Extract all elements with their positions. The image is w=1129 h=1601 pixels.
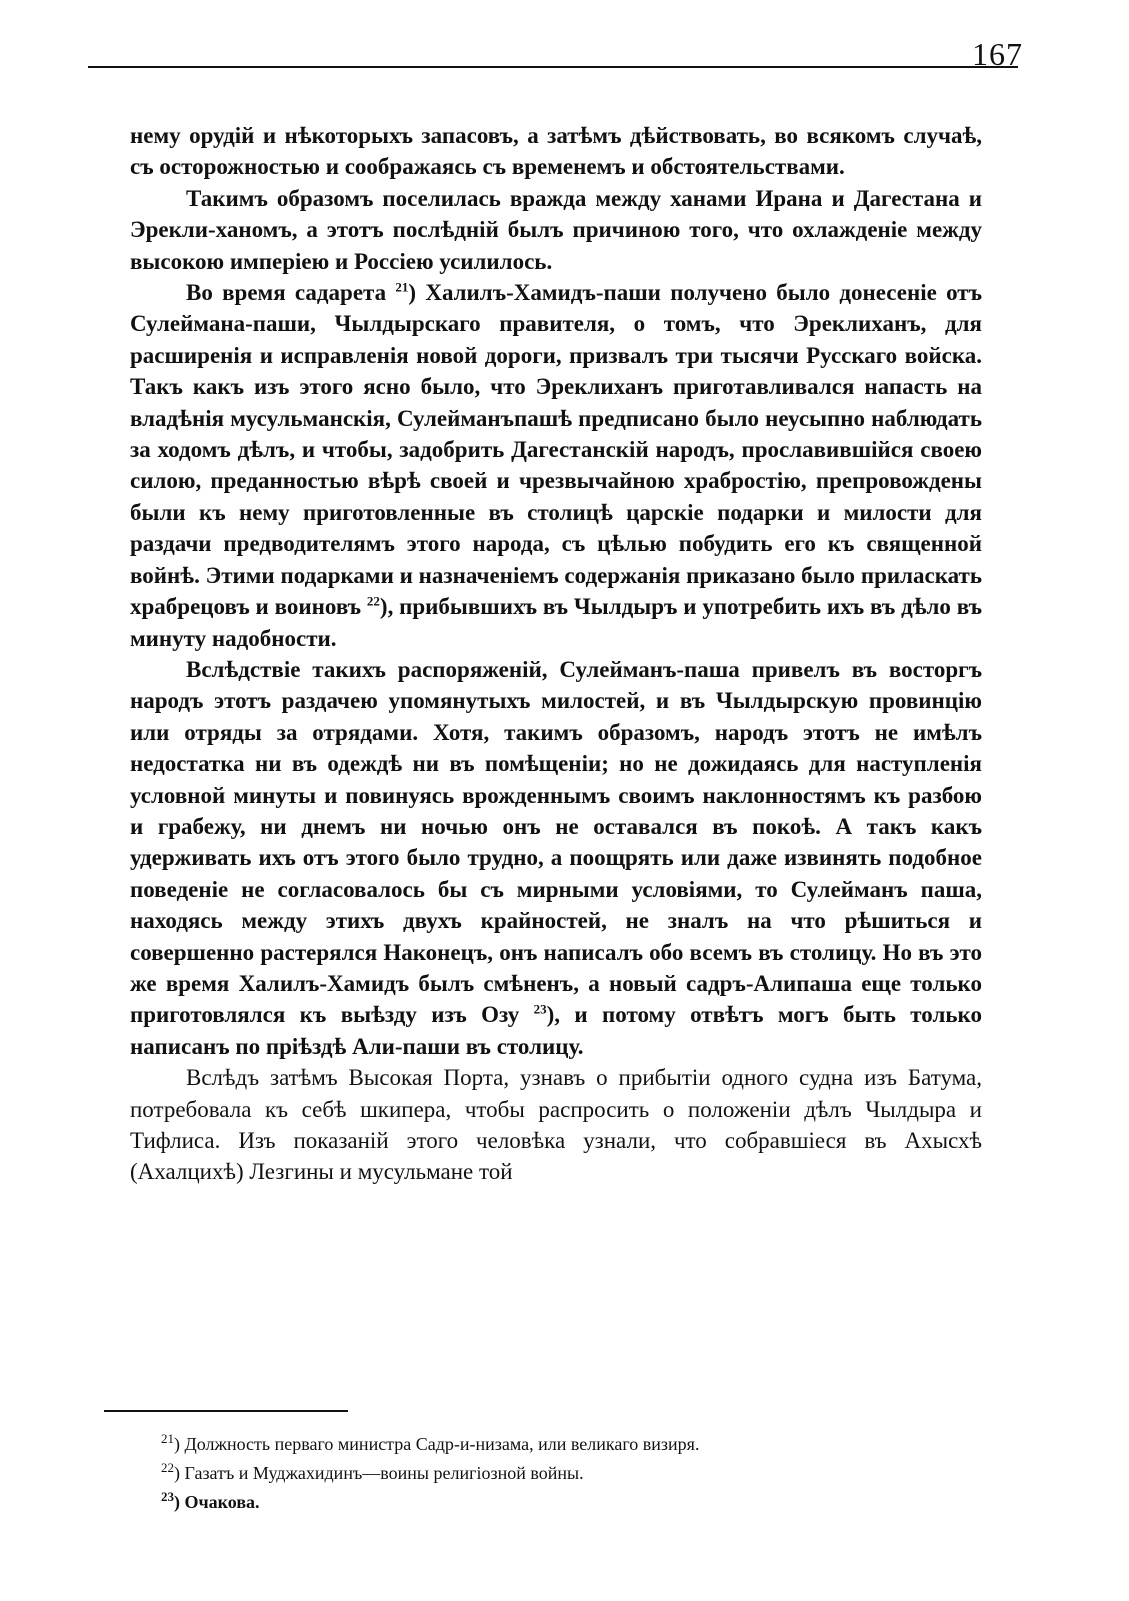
paragraph-text: Вслѣдъ затѣмъ Высокая Порта, узнавъ о прибытіи одного судна изъ Батума, потребовала къ себѣ шкипера, чтобы распросить о положеніи дѣлъ Чылдыра и Тифлиса. Изъ показаній этого человѣка узнали, что собравшіеся въ Ахысхѣ (Ахалцихѣ) Лезгины и мусульмане той [130, 1065, 982, 1185]
footnote-mark: 22 [161, 1460, 174, 1475]
footnote-ref-22: 22 [366, 593, 380, 609]
paragraph-text: ), и потому отвѣтъ могъ быть только написанъ по пріѣздѣ Али-паши въ столицу. [130, 1002, 982, 1059]
paragraph-2 [130, 183, 982, 277]
footnote-21 [161, 1430, 981, 1459]
paragraph-text: ) Халилъ-Хамидъ-паши получено было донесеніе отъ Сулеймана-паши, Чылдырскаго правителя, о томъ, что Эреклиханъ, для расширенія и исправленія новой дороги, призвалъ три тысячи Русскаго войска. Такъ какъ изъ этого ясно было, что Эреклиханъ приготавливался напасть на владѣнія мусульманскія, Сулейманъпашѣ предписано было неусыпно наблюдать за ходомъ дѣлъ, и чтобы, задобрить Дагестанскій народъ, прославившійся своею силою, преданностью вѣрѣ своей и чрезвычайною храбростію, препровождены были къ нему приготовленные въ столицѣ царскіе подарки и милости для раздачи предводителямъ этого народа, съ цѣлью побудить его къ священной войнѣ. Этими подарками и назначеніемъ содержанія приказано было приласкать храбрецовъ и воиновъ [130, 280, 982, 620]
footnote-ref-23: 23 [533, 1001, 547, 1017]
footnote-rule [104, 1410, 348, 1412]
paragraph-text: Во время садарета [186, 280, 396, 306]
footnotes [161, 1430, 981, 1517]
paragraph-text: нему орудій и нѣкоторыхъ запасовъ, а затѣмъ дѣйствовать, во всякомъ случаѣ, съ осторожностью и соображаясь съ временемъ и обстоятельствами. [130, 123, 982, 180]
paragraph-1 [130, 120, 982, 183]
paragraph-3 [130, 277, 982, 654]
footnote-23 [161, 1488, 981, 1517]
footnote-mark: 21 [161, 1431, 174, 1446]
paragraph-text: Такимъ образомъ поселилась вражда между ханами Ирана и Дагестана и Эрекли-ханомъ, а этотъ послѣдній былъ причиною того, что охлажденіе между высокою имперіею и Россіею усилилось. [130, 185, 982, 274]
paragraph-text: Вслѣдствіе такихъ распоряженій, Сулейманъ-паша привелъ въ восторгъ народъ этотъ раздачею упомянутыхъ милостей, и въ Чылдырскую провинцію или отряды за отрядами. Хотя, такимъ образомъ, народъ этотъ не имѣлъ недостатка ни въ одеждѣ ни въ помѣщеніи; но не дожидаясь для наступленія условной минуты и повинуясь врожденнымъ своимъ наклонностямъ къ разбою и грабежу, ни днемъ ни ночью онъ не оставался въ покоѣ. А такъ какъ удерживать ихъ отъ этого было трудно, а поощрять или даже извинять подобное поведеніе не согласовалось бы съ мирными условіями, то Сулейманъ паша, находясь между этихъ двухъ крайностей, не зналъ на что рѣшиться и совершенно растерялся Наконецъ, онъ написалъ обо всемъ въ столицу. Но въ это же время Халилъ-Хамидъ былъ смѣненъ, а новый садръ-Алипаша еще только приготовлялся къ выѣзду изъ Озу [130, 656, 982, 1028]
footnote-text: ) Очакова. [174, 1492, 260, 1512]
footnote-ref-21: 21 [395, 279, 409, 295]
footnote-mark: 23 [161, 1489, 174, 1504]
footnote-22 [161, 1459, 981, 1488]
body-text [130, 120, 982, 1188]
paragraph-text: ), прибывшихъ въ Чылдыръ и употребить ихъ въ дѣло въ минуту надобности. [130, 594, 982, 651]
header-rule [88, 66, 1018, 68]
footnote-text: ) Газатъ и Муджахидинъ—воины религіозной войны. [174, 1463, 584, 1483]
paragraph-4 [130, 654, 982, 1062]
page-number: 167 [972, 36, 1023, 72]
footnote-text: ) Должность перваго министра Садр-и-низама, или великаго визиря. [174, 1434, 700, 1454]
paragraph-5 [130, 1062, 982, 1188]
